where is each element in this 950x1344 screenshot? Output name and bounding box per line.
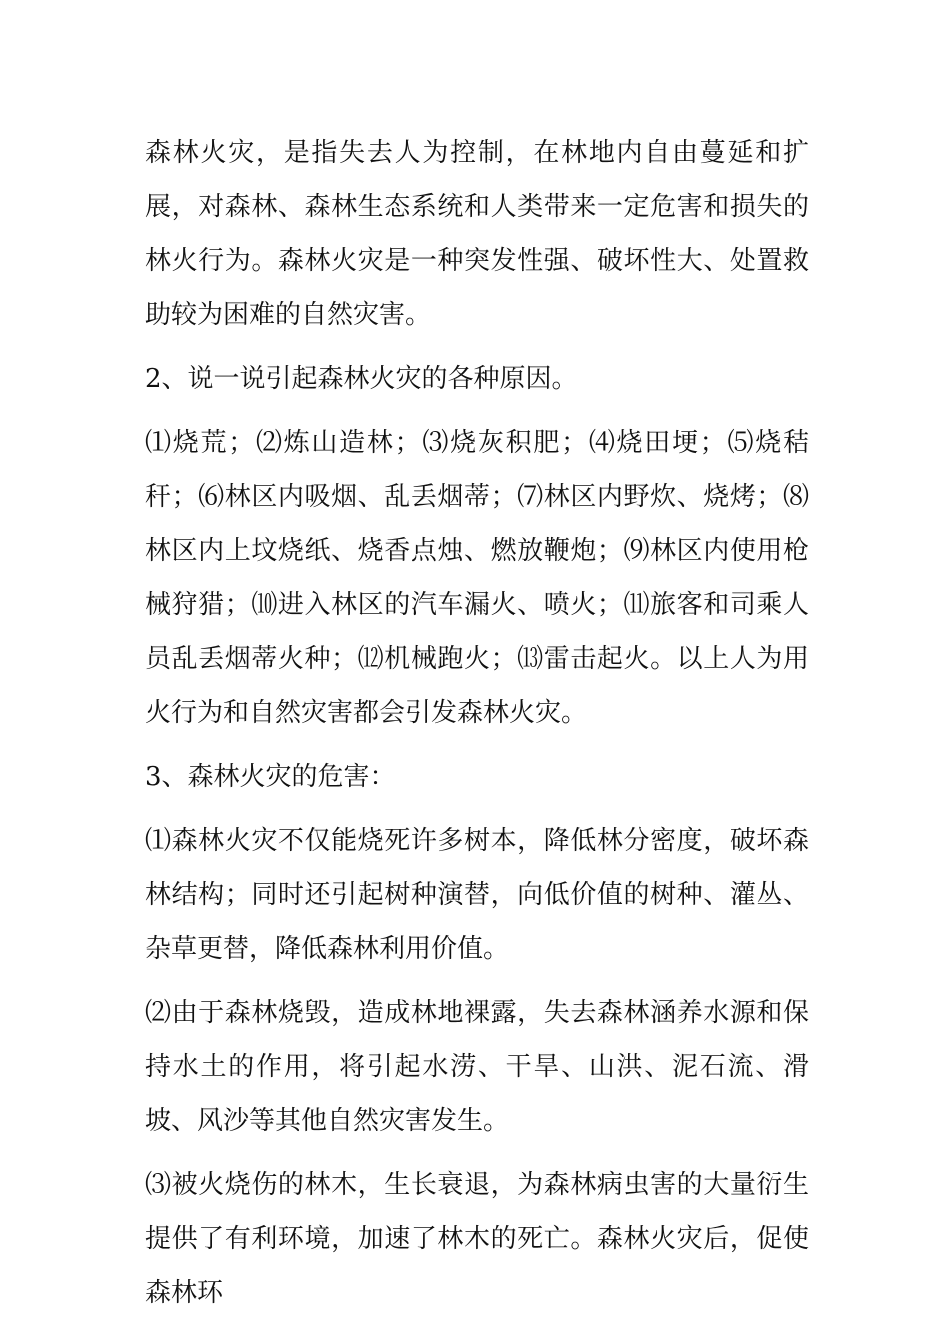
paragraph-hazard-3: ⑶被火烧伤的林木，生长衰退，为森林病虫害的大量衍生提供了有利环境，加速了林木的死亡。森林火灾后，促使森林环 [145,1170,809,1308]
document-body [145,126,809,1330]
paragraph-causes-list: ⑴烧荒；⑵炼山造林；⑶烧灰积肥；⑷烧田埂；⑸烧秸秆；⑹林区内吸烟、乱丢烟蒂；⑺林区内野炊、烧烤；⑻林区内上坟烧纸、烧香点烛、燃放鞭炮；⑼林区内使用枪械狩猎；⑽进入林区的汽车漏火、喷火；⑾旅客和司乘人员乱丢烟蒂火种；⑿机械跑火；⒀雷击起火。以上人为用火行为和自然灾害都会引发森林火灾。 [145,428,809,728]
paragraph-hazard-1: ⑴森林火灾不仅能烧死许多树本，降低林分密度，破坏森林结构；同时还引起树种演替，向低价值的树种、灌丛、杂草更替，降低森林利用价值。 [145,826,809,964]
heading-causes: 2、说一说引起森林火灾的各种原因。 [145,364,578,394]
paragraph-definition: 森林火灾，是指失去人为控制，在林地内自由蔓延和扩展，对森林、森林生态系统和人类带来一定危害和损失的林火行为。森林火灾是一种突发性强、破坏性大、处置救助较为困难的自然灾害。 [145,138,809,330]
heading-hazards: 3、森林火灾的危害： [145,762,396,792]
paragraph-hazard-2: ⑵由于森林烧毁，造成林地裸露，失去森林涵养水源和保持水土的作用，将引起水涝、干旱、山洪、泥石流、滑坡、风沙等其他自然灾害发生。 [145,998,809,1136]
